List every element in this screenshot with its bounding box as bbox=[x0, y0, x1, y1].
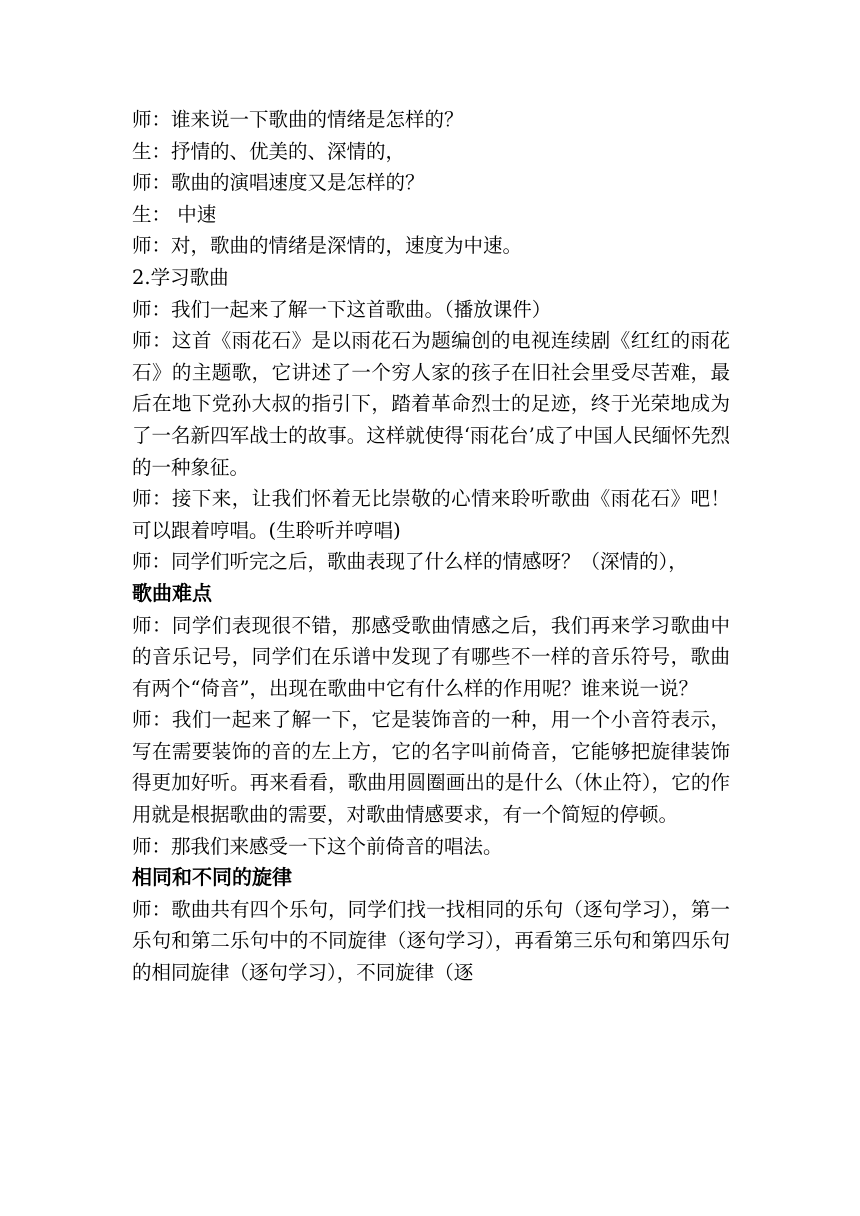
paragraph: 师：那我们来感受一下这个前倚音的唱法。 bbox=[132, 834, 503, 858]
section-heading: 歌曲难点 bbox=[132, 580, 212, 605]
paragraph: 生： 中速 bbox=[132, 202, 217, 226]
document-body bbox=[132, 104, 730, 989]
paragraph: 师：同学们表现很不错，那感受歌曲情感之后，我们再来学习歌曲中的音乐记号，同学们在乐谱中发现了有哪些不一样的音乐符号，歌曲有两个“倚音”，出现在歌曲中它有什么样的作用呢？谁来说一说？ bbox=[132, 613, 730, 700]
paragraph: 师：谁来说一下歌曲的情绪是怎样的？ bbox=[132, 108, 464, 131]
paragraph: 生：抒情的、优美的、深情的， bbox=[132, 139, 406, 163]
paragraph: 师：歌曲的演唱速度又是怎样的？ bbox=[132, 171, 425, 195]
paragraph: 师：同学们听完之后，歌曲表现了什么样的情感呀？（深情的）， bbox=[132, 550, 688, 574]
paragraph: 师：对，歌曲的情绪是深情的，速度为中速。 bbox=[132, 234, 523, 258]
paragraph: 师：歌曲共有四个乐句，同学们找一找相同的乐句（逐句学习），第一乐句和第二乐句中的不同旋律（逐句学习），再看第三乐句和第四乐句的相同旋律（逐句学习），不同旋律（逐 bbox=[132, 897, 730, 985]
section-label: 2.学习歌曲 bbox=[132, 265, 229, 289]
paragraph: 师：我们一起来了解一下这首歌曲。（播放课件） bbox=[132, 297, 552, 321]
paragraph: 师：接下来，让我们怀着无比崇敬的心情来聆听歌曲《雨花石》吧！可以跟着哼唱。(生聆听并哼唱) bbox=[132, 487, 730, 542]
paragraph: 师：我们一起来了解一下，它是装饰音的一种，用一个小音符表示，写在需要装饰的音的左上方，它的名字叫前倚音，它能够把旋律装饰得更加好听。再来看看，歌曲用圆圈画出的是什么（休止符），它的作用就是根据歌曲的需要，对歌曲情感要求，有一个简短的停顿。 bbox=[132, 708, 730, 827]
paragraph: 师：这首《雨花石》是以雨花石为题编创的电视连续剧《红红的雨花石》的主题歌，它讲述了一个穷人家的孩子在旧社会里受尽苦难，最后在地下党孙大叔的指引下，踏着革命烈士的足迹，终于光荣地成为了一名新四军战士的故事。这样就使得‘雨花台’成了中国人民缅怀先烈的一种象征。 bbox=[132, 329, 730, 479]
section-heading: 相同和不同的旋律 bbox=[132, 865, 292, 890]
